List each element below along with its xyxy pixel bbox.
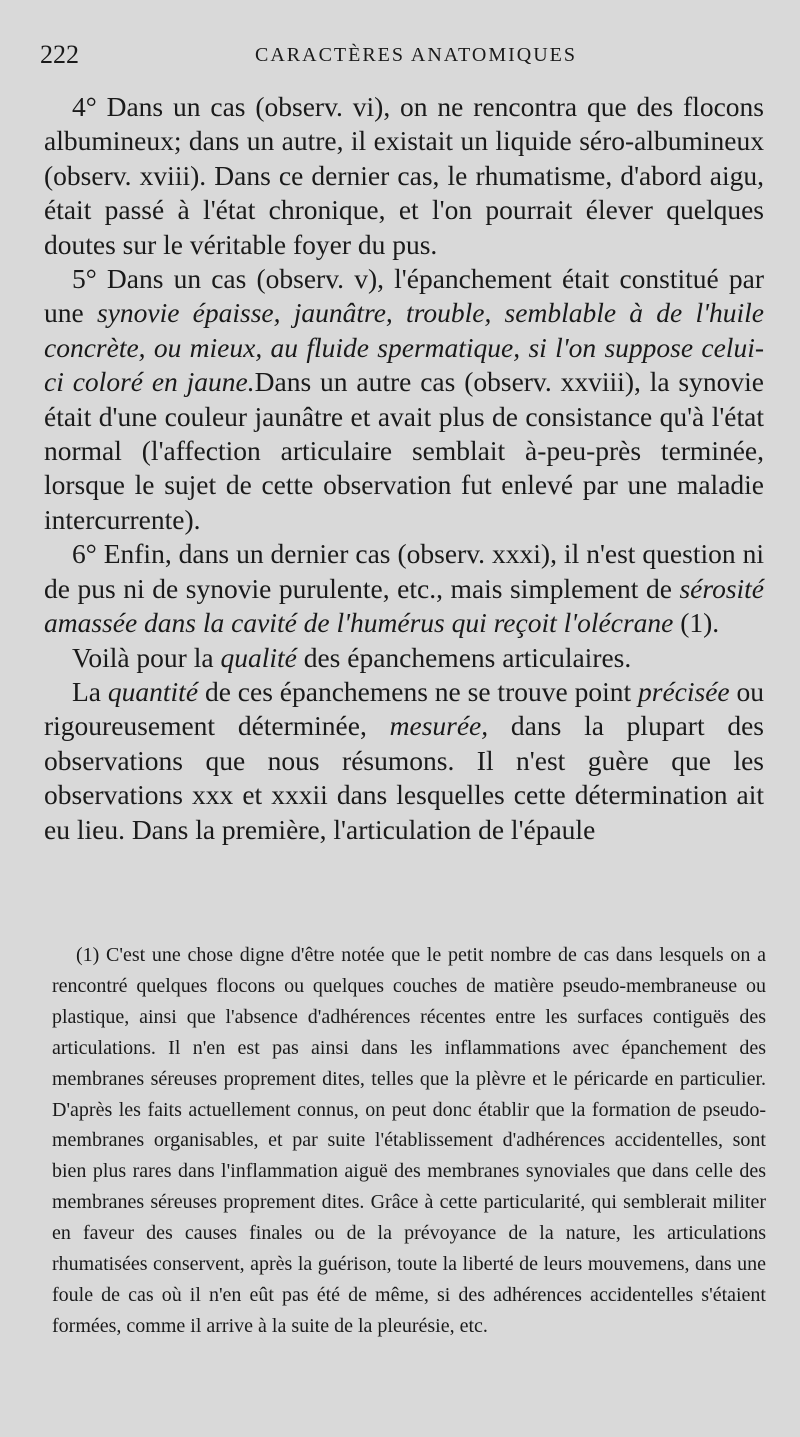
- footnote-1: (1) C'est une chose digne d'être notée que le petit nombre de cas dans lesquels on a rencontré quelques flocons ou quelques couches de matière pseudo-membraneuse ou plastique, ainsi que l'absence d'adhérences récentes entre les surfaces contiguës des articulations. Il n'en est pas ainsi dans les inflammations avec épanchement des membranes séreuses proprement dites, telles que la plèvre et le péricarde en particulier. D'après les faits actuellement connus, on peut donc établir que la formation de pseudo-membranes organisables, et par suite l'établissement d'adhérences accidentelles, sont bien plus rares dans l'inflammation aiguë des membranes synoviales que dans celle des membranes séreuses proprement dites. Grâce à cette particularité, qui semblerait militer en faveur des causes finales ou de la prévoyance de la nature, les articulations rhumatisées conservent, après la guérison, toute la liberté de leurs mouvemens, dans une foule de cas où il n'en eût pas été de même, si des adhérences accidentelles s'étaient formées, comme il arrive à la suite de la pleurésie, etc.: [52, 944, 766, 1337]
- italic-quote: synovie épaisse, jaunâtre, trouble, semblable à de l'huile concrète, ou mieux, au fluide spermatique, si l'on suppose celui-ci coloré en jaune.: [44, 297, 764, 398]
- body-text: [44, 90, 764, 847]
- paragraph-4: 4° Dans un cas (observ. vi), on ne rencontra que des flocons albumineux; dans un autre, il existait un liquide séro-albumineux (observ. xviii). Dans ce dernier cas, le rhumatisme, d'abord aigu, était passé à l'état chronique, et l'on pourrait élever quelques doutes sur le véritable foyer du pus.: [44, 91, 764, 260]
- page-number: 222: [40, 40, 79, 69]
- running-head: [40, 40, 760, 72]
- paragraph-5: 5° Dans un cas (observ. v), l'épanchement était constitué par une synovie épaisse, jaunâtre, trouble, semblable à de l'huile concrète, ou mieux, au fluide spermatique, si l'on suppose celui-ci coloré en jaune.Dans un autre cas (observ. xxviii), la synovie était d'une couleur jaunâtre et avait plus de consistance qu'à l'état normal (l'affection articulaire semblait à-peu-près terminée, lorsque le sujet de cette observation fut enlevé par une maladie intercurrente).: [44, 263, 764, 535]
- paragraph-6: 6° Enfin, dans un dernier cas (observ. xxxi), il n'est question ni de pus ni de synovie purulente, etc., mais simplement de sérosité amassée dans la cavité de l'humérus qui reçoit l'olécrane (1).: [44, 538, 765, 639]
- paragraph-quantity: La quantité de ces épanchemens ne se trouve point précisée ou rigoureusement déterminée, mesurée, dans la plupart des observations que nous résumons. Il n'est guère que les observations xxx et xxxii dans lesquelles cette détermination ait eu lieu. Dans la première, l'articulation de l'épaule: [44, 675, 765, 845]
- running-title: CARACTÈRES ANATOMIQUES: [255, 44, 577, 66]
- footnotes: [52, 940, 766, 1342]
- italic-quote: sérosité amassée dans la cavité de l'humérus qui reçoit l'olécrane: [44, 572, 765, 639]
- paragraph-quality: Voilà pour la qualité des épanchemens articulaires.: [72, 641, 632, 673]
